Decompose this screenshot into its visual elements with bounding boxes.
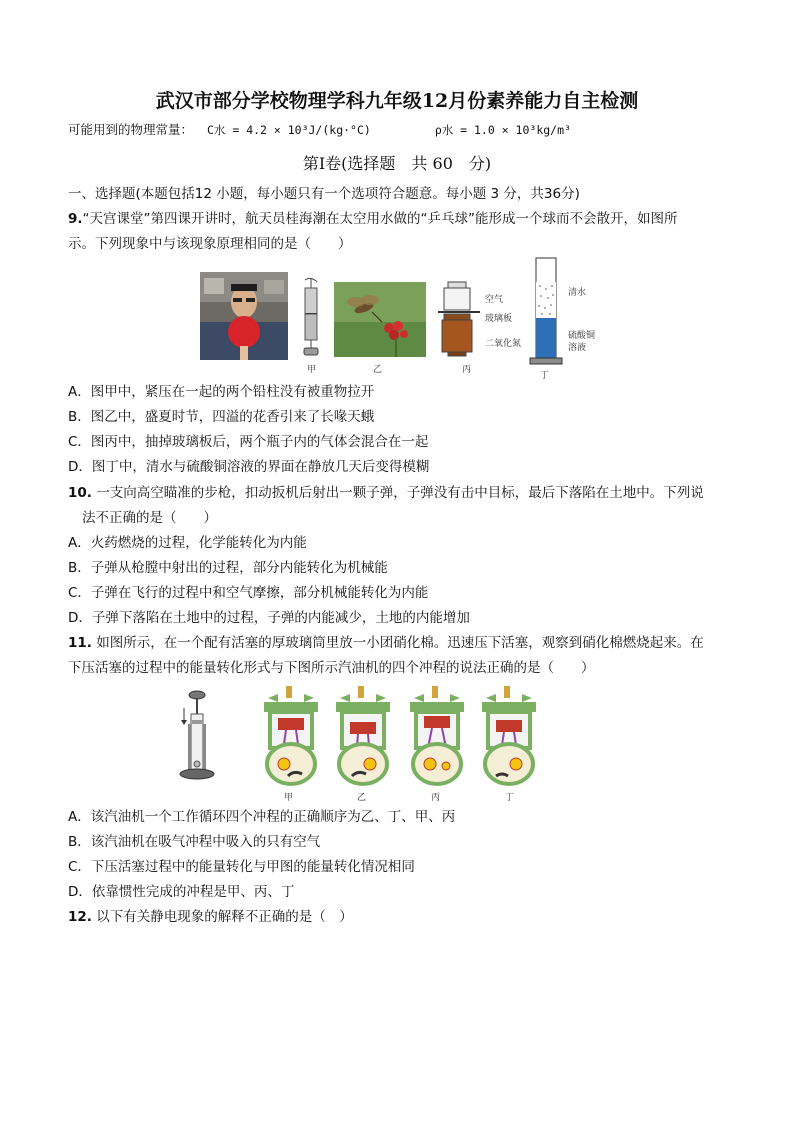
q9-figure-moth-flower	[334, 282, 426, 357]
q9-number: 9.	[68, 211, 83, 227]
q11-engine-label-ding: 丁	[505, 793, 515, 803]
q10-option-a: A．火药燃烧的过程，化学能转化为内能	[68, 535, 307, 551]
q11-stem-line1	[68, 634, 704, 652]
q9-figure-astronaut-photo	[200, 272, 288, 360]
constant-water-density: ρ水 = 1.0 × 10³kg/m³	[434, 123, 571, 137]
q11-option-c: C．下压活塞过程中的能量转化与甲图的能量转化情况相同	[68, 859, 415, 875]
q9-stem-text: “天宫课堂”第四课开讲时，航天员桂海潮在太空用水做的“乒乓球”能形成一个球而不会散开，如图所	[82, 211, 678, 227]
q9-option-d: D．图丁中，清水与硫酸铜溶液的界面在静放几天后变得模糊	[68, 459, 430, 475]
q11-option-a: A．该汽油机一个工作循环四个冲程的正确顺序为乙、丁、甲、丙	[68, 809, 456, 825]
q9-label-no2: 二氧化氮	[485, 339, 522, 349]
q10-option-b: B．子弹从枪膛中射出的过程，部分内能转化为机械能	[68, 560, 388, 576]
constants-line	[68, 120, 571, 138]
constant-water-heat: C水 = 4.2 × 10³J/(kg·°C)	[207, 123, 371, 137]
q9-label-yi: 乙	[373, 365, 383, 375]
q9-figure-graduated-cylinder	[526, 256, 566, 368]
q12-stem	[68, 908, 353, 926]
q11-engine-yi	[332, 684, 394, 788]
q11-engine-label-jia: 甲	[284, 793, 294, 803]
q9-option-b: B．图乙中，盛夏时节，四溢的花香引来了长喙天蛾	[68, 409, 375, 425]
q12-number: 12.	[68, 909, 92, 925]
q9-option-a: A．图甲中，紧压在一起的两个铅柱没有被重物拉开	[68, 384, 375, 400]
q9-label-glass-plate: 玻璃板	[485, 314, 513, 324]
q11-option-b: B．该汽油机在吸气冲程中吸入的只有空气	[68, 834, 321, 850]
q9-label-bing: 丙	[462, 365, 472, 375]
q11-engine-label-yi: 乙	[357, 793, 367, 803]
q11-figure-compression-tube	[176, 690, 218, 782]
q9-label-air: 空气	[485, 295, 504, 305]
page-title: 武汉市部分学校物理学科九年级12月份素养能力自主检测	[155, 90, 639, 112]
q9-option-c: C．图丙中，抽掉玻璃板后，两个瓶子内的气体会混合在一起	[68, 434, 429, 450]
q11-engine-ding	[478, 684, 540, 788]
q9-stem-line1	[68, 210, 678, 228]
q9-label-water: 清水	[568, 288, 587, 298]
q11-number: 11.	[68, 635, 92, 651]
q9-figure-lead-cylinders	[296, 278, 326, 362]
q10-option-c: C．子弹在飞行的过程中和空气摩擦，部分机械能转化为内能	[68, 585, 429, 601]
q10-stem-line2: 法不正确的是（ ）	[82, 510, 217, 526]
q11-engine-bing	[406, 684, 468, 788]
q11-stem-text: 如图所示，在一个配有活塞的厚玻璃筒里放一小团硝化棉。迅速压下活塞，观察到硝化棉燃烧起来。在	[96, 635, 704, 651]
q10-number: 10.	[68, 485, 92, 501]
q10-stem-line1	[68, 484, 704, 502]
q10-option-d: D．子弹下落陷在土地中的过程，子弹的内能减少，土地的内能增加	[68, 610, 470, 626]
q9-label-cuso4-1: 硫酸铜	[568, 331, 596, 341]
q11-option-d: D．依靠惯性完成的冲程是甲、丙、丁	[68, 884, 295, 900]
section-instruction: 一、选择题(本题包括12 小题，每小题只有一个选项符合题意。每小题 3 分，共36分)	[68, 186, 580, 202]
q9-figure-gas-bottles	[436, 280, 486, 360]
q9-label-cuso4-2: 溶液	[568, 343, 587, 353]
q9-label-jia: 甲	[307, 365, 317, 375]
q9-label-ding: 丁	[540, 371, 550, 381]
q11-engine-jia	[260, 684, 322, 788]
q11-engine-label-bing: 丙	[431, 793, 441, 803]
q10-stem-text: 一支向高空瞄准的步枪，扣动扳机后射出一颗子弹，子弹没有击中目标，最后下落陷在土地中。下列说	[96, 485, 704, 501]
constants-label: 可能用到的物理常量：	[68, 122, 194, 137]
q12-stem-text: 以下有关静电现象的解释不正确的是（ ）	[96, 909, 353, 925]
q9-stem-line2: 示。下列现象中与该现象原理相同的是（ ）	[68, 236, 352, 252]
section-title: 第Ⅰ卷(选择题 共 60 分)	[302, 154, 492, 173]
q11-stem-line2: 下压活塞的过程中的能量转化形式与下图所示汽油机的四个冲程的说法正确的是（ ）	[68, 660, 595, 676]
